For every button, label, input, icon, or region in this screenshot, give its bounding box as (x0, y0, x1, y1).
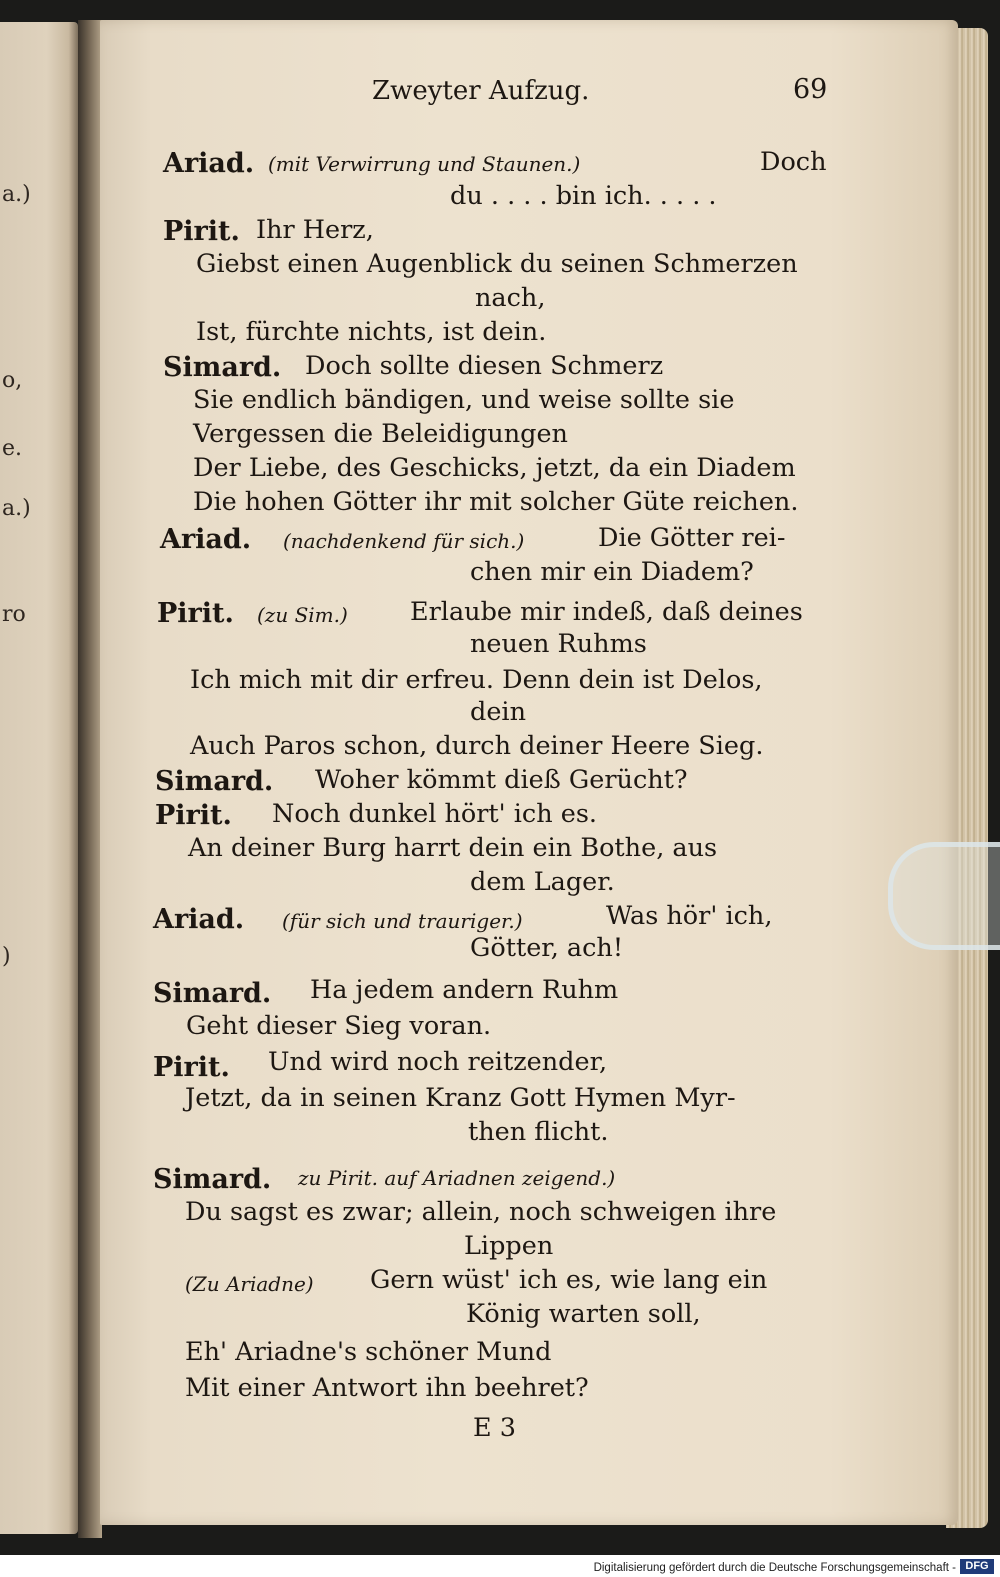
verse-line: Mit einer Antwort ihn beehret? (185, 1373, 589, 1403)
stage-direction: zu Pirit. auf Ariadnen zeigend.) (298, 1166, 616, 1190)
previous-page-fragment: ro (2, 602, 26, 627)
speaker-label: Pirit. (163, 216, 240, 247)
verse-line: Noch dunkel hört' ich es. (272, 799, 598, 829)
verse-line: Doch sollte diesen Schmerz (305, 351, 664, 381)
verse-line: Auch Paros schon, durch deiner Heere Sieg. (190, 731, 764, 761)
speaker-label: Ariad. (163, 148, 255, 179)
verse-line: Ich mich mit dir erfreu. Denn dein ist Delos, (190, 665, 763, 695)
speaker-label: Ariad. (160, 524, 252, 555)
verse-line: Die hohen Götter ihr mit solcher Güte reichen. (193, 487, 799, 517)
previous-page-fragment: ) (2, 944, 11, 969)
verse-line: then flicht. (468, 1117, 609, 1147)
previous-page-fragment: a.) (2, 496, 31, 521)
speaker-label: Pirit. (157, 598, 234, 629)
verse-line: dein (470, 697, 526, 727)
previous-page-fragment: e. (2, 436, 23, 461)
previous-page-fragment: o, (2, 368, 23, 393)
verse-line: Sie endlich bändigen, und weise sollte sie (193, 385, 735, 415)
speaker-label: Simard. (153, 978, 272, 1009)
verse-line: Geht dieser Sieg voran. (186, 1011, 492, 1041)
verse-line: nach, (475, 283, 546, 313)
verse-line: Woher kömmt dieß Gerücht? (315, 765, 688, 795)
verse-line: Ihr Herz, (256, 215, 374, 245)
stage-direction: (mit Verwirrung und Staunen.) (268, 152, 581, 176)
verse-line: Giebst einen Augenblick du seinen Schmerzen (196, 249, 798, 279)
signature-mark: E 3 (473, 1413, 516, 1443)
previous-page (0, 22, 78, 1534)
speaker-label: Simard. (153, 1164, 272, 1195)
verse-line: Jetzt, da in seinen Kranz Gott Hymen Myr- (185, 1083, 736, 1113)
speaker-label: Simard. (155, 766, 274, 797)
verse-line: Doch (760, 147, 827, 177)
stage-direction: (zu Sim.) (257, 603, 348, 627)
verse-line: chen mir ein Diadem? (470, 557, 754, 587)
verse-line: Der Liebe, des Geschicks, jetzt, da ein Diadem (193, 453, 796, 483)
page-clip (888, 842, 1000, 950)
funding-credit: Digitalisierung gefördert durch die Deutsche Forschungsgemeinschaft - (593, 1562, 956, 1574)
verse-line: Ha jedem andern Ruhm (310, 975, 619, 1005)
verse-line: Ist, fürchte nichts, ist dein. (196, 317, 547, 347)
page-number: 69 (793, 74, 828, 105)
verse-line: Du sagst es zwar; allein, noch schweigen ihre (185, 1197, 777, 1227)
verse-line: Lippen (464, 1231, 554, 1261)
verse-line: neuen Ruhms (470, 629, 647, 659)
verse-line: du . . . . bin ich. . . . . (450, 181, 717, 211)
verse-line: Und wird noch reitzender, (268, 1047, 608, 1077)
stage-direction: (Zu Ariadne) (185, 1272, 314, 1296)
verse-line: Vergessen die Beleidigungen (193, 419, 568, 449)
previous-page-fragment: a.) (2, 182, 31, 207)
speaker-label: Ariad. (153, 904, 245, 935)
book-gutter (78, 20, 102, 1538)
verse-line: Eh' Ariadne's schöner Mund (185, 1337, 552, 1367)
speaker-label: Pirit. (153, 1052, 230, 1083)
verse-line: Was hör' ich, (606, 901, 773, 931)
running-head: Zweyter Aufzug. (372, 76, 590, 106)
verse-line: Die Götter rei- (598, 523, 786, 553)
verse-line: Erlaube mir indeß, daß deines (410, 597, 803, 627)
verse-line: König warten soll, (466, 1299, 701, 1329)
verse-line: An deiner Burg harrt dein ein Bothe, aus (188, 833, 718, 863)
verse-line: Götter, ach! (470, 933, 624, 963)
verse-line: dem Lager. (470, 867, 615, 897)
footer-bar (0, 1555, 1000, 1577)
speaker-label: Pirit. (155, 800, 232, 831)
speaker-label: Simard. (163, 352, 282, 383)
verse-line: Gern wüst' ich es, wie lang ein (370, 1265, 768, 1295)
stage-direction: (nachdenkend für sich.) (283, 529, 525, 553)
stage-direction: (für sich und trauriger.) (282, 909, 523, 933)
dfg-logo: DFG (960, 1559, 994, 1574)
